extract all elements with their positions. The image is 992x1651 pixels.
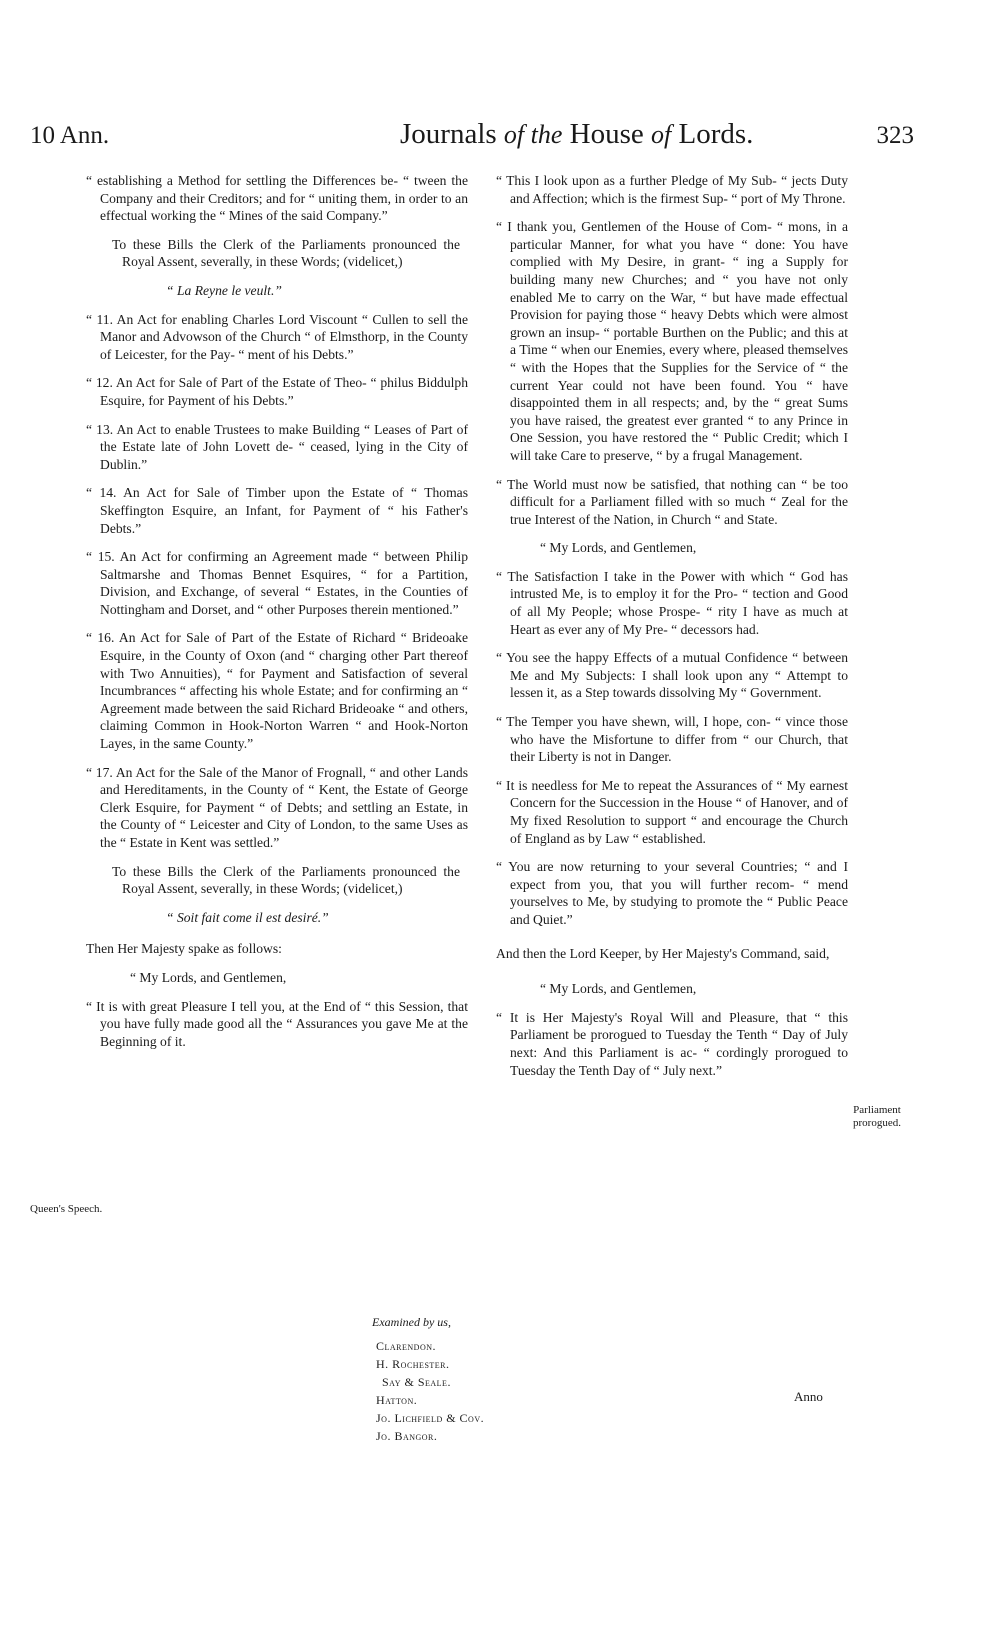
title-lords: Lords. — [678, 118, 754, 150]
act-14: “ 14. An Act for Sale of Timber upon the Estate of “ Thomas Skeffington Esquire, an Infant, for Payment of “ his Father's Debts.” — [86, 485, 468, 536]
signature: Say & Seale. — [382, 1375, 451, 1389]
speech-paragraph: “ It is needless for Me to repeat the Assurances of “ My earnest Concern for the Succession in the House “ of Hanover, and of My fixed Resolution to support “ and encourage the Church of England as by Law “ established. — [496, 777, 848, 846]
title-of: of — [651, 120, 672, 149]
lord-keeper-intro: And then the Lord Keeper, by Her Majesty's Command, said, — [496, 945, 830, 961]
title-journals: Journals — [400, 118, 497, 150]
speech-paragraph: “ It is with great Pleasure I tell you, at the End of “ this Session, that you have fully made good all the “ Assurances you gave Me at the Beginning of it. — [86, 998, 468, 1049]
speech-salutation: “ My Lords, and Gentlemen, — [130, 969, 287, 985]
act-15: “ 15. An Act for confirming an Agreement made “ between Philip Saltmarshe and Thomas Bennet Esquires, “ for a Partition, Division, and Exchange, of several “ Estates, in the Counties of Nottingham and Dorset, and “ other Purposes therein mentioned.” — [86, 549, 468, 617]
royal-assent-formula-2: “ Soit fait come il est desiré.” — [166, 909, 329, 925]
speech-paragraph: “ I thank you, Gentlemen of the House of Com- “ mons, in a particular Manner, for what you have “ done: You have complied with My Desire, in grant- “ ing a Supply for building many new Churches; and “ you have not only enabled Me to carry on the War, “ but have made effectual Provision for paying those “ heavy Debts which were almost grown an insup- “ portable Burthen on the Public; and this at a Time “ when our Enemies, every where, pleased themselves “ with the Hopes that the Supplies for the Service of “ the current Year could not have been found. You “ have disappointed them in all respects; and, by the “ great Sums you have raised, the greatest ever granted “ to any Prince in One Session, you have restored the “ Public Credit; which I will take Care to preserve, “ by a frugal Management. — [496, 219, 848, 463]
right-column — [496, 172, 848, 1090]
act-continuation: “ establishing a Method for settling the Differences be- “ tween the Company and their Creditors; and for “ uniting them, in order to an effectual working the “ Mines of the said Company.” — [86, 173, 468, 224]
margin-note-parliament-prorogued: Parliament prorogued. — [853, 1104, 901, 1129]
speech-intro: Then Her Majesty spake as follows: — [86, 941, 282, 957]
page-number: 323 — [876, 122, 914, 149]
speech-paragraph: “ This I look upon as a further Pledge of My Sub- “ jects Duty and Affection; which is the firmest Sup- “ port of My Throne. — [496, 173, 848, 206]
royal-assent-formula-1: “ La Reyne le veult.” — [166, 282, 282, 298]
signature: H. Rochester. — [376, 1357, 450, 1371]
examined-block — [372, 1313, 484, 1445]
speech-paragraph: “ The Temper you have shewn, will, I hope, con- “ vince those who have the Misfortune to differ from “ our Church, that their Liberty is not in Danger. — [496, 714, 848, 765]
speech-paragraph: “ You see the happy Effects of a mutual Confidence “ between Me and My Subjects: I shall look upon any “ Attempt to lessen it, as a Step towards dissolving My “ Government. — [496, 650, 848, 701]
act-16: “ 16. An Act for Sale of Part of the Estate of Richard “ Brideoake Esquire, in the County of Oxon (and “ charging other Part thereof with Two Annuities), “ for Payment and Satisfaction of several Incumbrances “ affecting his whole Estate; and for confirming an “ Agreement made between the said Richard Brideoake “ and others, claiming Common in Hook-Norton Warren “ and Hook-Norton Layes, in the same County.” — [86, 630, 468, 752]
title-house: House — [569, 118, 644, 150]
lord-keeper-salutation: “ My Lords, and Gentlemen, — [540, 981, 697, 997]
act-11: “ 11. An Act for enabling Charles Lord Viscount “ Cullen to sell the Manor and Advowson of the Church “ of Elmsthorp, in the County of Leicester, for the Pay- “ ment of his Debts.” — [86, 311, 468, 362]
act-13: “ 13. An Act to enable Trustees to make Building “ Leases of Part of the Estate late of John Lovett de- “ ceased, lying in the City of Dublin.” — [86, 421, 468, 472]
title-of-the: of the — [503, 120, 563, 149]
margin-note-queens-speech: Queen's Speech. — [30, 1203, 103, 1215]
journal-title — [400, 118, 753, 151]
royal-assent-intro-1: To these Bills the Clerk of the Parliaments pronounced the Royal Assent, severally, in these Words; (videlicet,) — [112, 236, 460, 270]
speech-paragraph: “ You are now returning to your several Countries; “ and I expect from you, that you will further recom- “ mend yourselves to Me, by studying to promote the “ Public Peace and Quiet.” — [496, 859, 848, 927]
royal-assent-intro-2: To these Bills the Clerk of the Parliaments pronounced the Royal Assent, severally, in these Words; (videlicet,) — [112, 863, 460, 897]
running-header — [30, 118, 914, 158]
signature: Jo. Bangor. — [376, 1429, 438, 1443]
speech-salutation: “ My Lords, and Gentlemen, — [540, 540, 697, 556]
signature: Hatton. — [376, 1393, 418, 1407]
speech-paragraph: “ The World must now be satisfied, that nothing can “ be too difficult for a Parliament filled with so much “ Zeal for the true Interest of the Nation, in Church “ and State. — [496, 476, 848, 527]
speech-paragraph: “ The Satisfaction I take in the Power with which “ God has intrusted Me, is to employ it for the Pro- “ tection and Good of all My People; whose Prospe- “ rity I have as much at Heart as ever any of My Pre- “ decessors had. — [496, 568, 848, 637]
signature: Clarendon. — [376, 1339, 436, 1353]
examined-label: Examined by us, — [372, 1315, 451, 1329]
prorogation-text: “ It is Her Majesty's Royal Will and Pleasure, that “ this Parliament be prorogued to Tuesday the Tenth “ Day of July next: And this Parliament is ac- “ cordingly prorogued to Tuesday the Tenth Day of “ July next.” — [496, 1009, 848, 1078]
left-column — [86, 172, 468, 1061]
act-17: “ 17. An Act for the Sale of the Manor of Frognall, “ and other Lands and Hereditaments, in the County of “ Kent, the Estate of George Clerk Esquire, for Payment “ of Debts; and settling an Estate, in the County of “ Leicester and City of London, to the same Uses as the “ Estate in Kent was settled.” — [86, 764, 468, 850]
act-12: “ 12. An Act for Sale of Part of the Estate of Theo- “ philus Biddulph Esquire, for Payment of his Debts.” — [86, 375, 468, 408]
regnal-year: 10 Ann. — [30, 122, 110, 149]
signature: Jo. Lichfield & Cov. — [376, 1411, 485, 1425]
catchword: Anno — [794, 1389, 823, 1404]
